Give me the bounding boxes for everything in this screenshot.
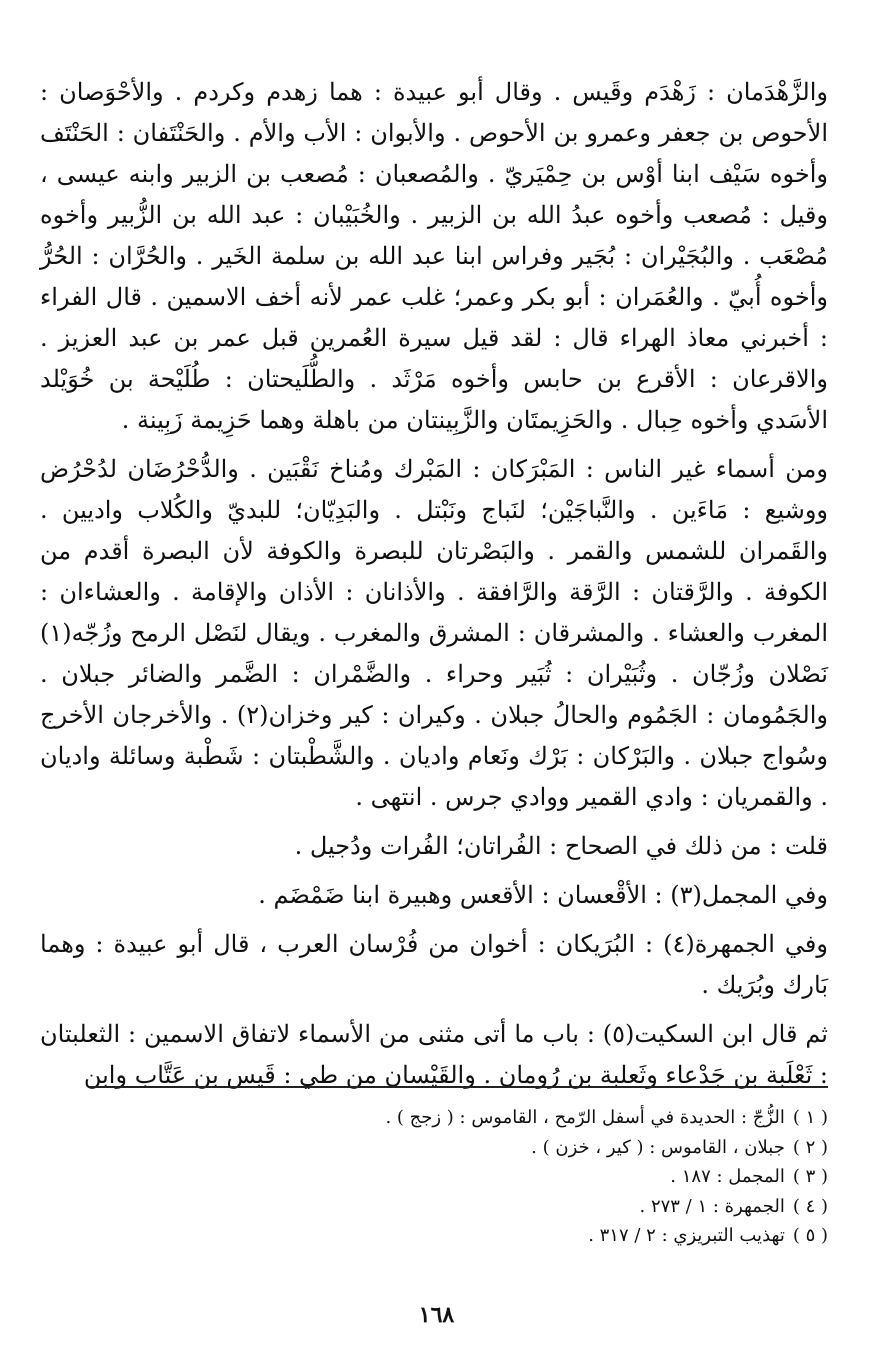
paragraph-jamhara: وفي الجمهرة(٤) : البُرَيكان : أخوان من فُرْسان العرب ، قال أبو عبيدة : وهما بَارك وبُرَيك . [40,930,828,999]
footnote-5 [90,1221,828,1251]
footnote-3 [90,1162,828,1192]
paragraph-ibn-sikkit: ثم قال ابن السكيت(٥) : باب ما أتى مثنى من الأسماء لاتفاق الاسمين : الثعلبتان : ثَعْلَبة بن جَدْعاء وثَعلبة بن رُومان . والقَيْسان من طي : قَيس بن عَتَّاب وابن [40,1020,828,1089]
footnote-number: ( ٣ ) [792,1166,828,1187]
footnote-divider [90,1086,828,1088]
footnote-text: الزُّجّ : الحديدة في أسفل الرّمح ، القاموس : ( زجج ) . [385,1107,785,1128]
footnote-4 [90,1192,828,1222]
page-number: ١٦٨ [418,1302,455,1328]
footnote-number: ( ٤ ) [792,1195,828,1217]
paragraph-mujmal: وفي المجمل(٣) : الأقْعسان : الأقعس وهبيرة ابنا ضَمْضَم . [258,881,828,909]
footnote-number: ( ٥ ) [792,1225,828,1246]
footnote-text: الجمهرة : ١ / ٢٧٣ . [639,1195,785,1217]
paragraph-dual-names-places: ومن أسماء غير الناس : المَبْرَكان : المَبْرك ومُناخ نَقْبَين . والدُّحْرُضَان لدُحْرُض ووشيع : مَاءَين . والنَّباجَيْن؛ لنَباج ونَبْتل . والبَدِيّان؛ للبديّ والكُلاب واديين . والقَمران للشمس والقمر . والبَصْرتان للبصرة والكوفة لأن البصرة أقدم من الكوفة . والرَّقتان : الرَّقة والرَّافقة . والأذانان : الأذان والإقامة . والعشاءان : المغرب والعشاء . والمشرقان : المشرق والمغرب . ويقال لنَصْل الرمح وزُجّه(١) نَصْلان وزُجّان . وثُبَيْران : ثُبَير وحراء . والضَّمْران : الضَّمر والضائر جبلان . والجَمُومان : الجَمُوم والحالُ جبلان . وكيران : كير وخزان(٢) . والأخرجان الأخرج وسُواج جبلان . والبَرْكان : بَرْك ونَعام واديان . والشَّطْبتان : شَطْبة وسائلة واديان . والقمريان : وادي القمير ووادي جرس . انتهى . [40,455,828,811]
paragraph-sihah: قلت : من ذلك في الصحاح : الفُراتان؛ الفُرات ودُجيل . [294,832,828,860]
footnote-text: تهذيب التبريزي : ٢ / ٣١٧ . [588,1225,785,1246]
footnote-text: جبلان ، القاموس : ( كير ، خزن ) . [531,1136,785,1158]
footnotes [90,1103,828,1251]
footnote-number: ( ٢ ) [792,1136,828,1158]
footnote-number: ( ١ ) [792,1107,828,1128]
paragraph-dual-names-people: والزَّهْدَمان : زَهْدَم وقَيس . وقال أبو عبيدة : هما زهدم وكردم . والأحْوَصان : الأحوص بن جعفر وعمرو بن الأحوص . والأبوان : الأب والأم . والحَنْتَفان : الحَنْتَف وأخوه سَيْف ابنا أوْس بن حِمْيَريّ . والمُصعبان : مُصعب بن الزبير وابنه عيسى ، وقيل : مُصعب وأخوه عبدُ الله بن الزبير . والخُبَيْبان : عبد الله بن الزُّبير وأخوه مُصْعَب . والبُجَيْران : بُجَير وفراس ابنا عبد الله بن سلمة الخَير . والحُرَّان : الحُرُّ وأخوه أُبيّ . والعُمَران : أبو بكر وعمر؛ غلب عمر لأنه أخف الاسمين . قال الفراء : أخبرني معاذ الهراء قال : لقد قيل سيرة العُمرين قبل عمر بن عبد العزيز . والاقرعان : الأقرع بن حابس وأخوه مَرْثَد . والطُّلَيحتان : طُلَيْحة بن خُوَيْلد الأسَدي وأخوه حِبال . والحَزِيمتَان والزَّبِينتان من باهلة وهما حَزِيمة زَبِينة . [40,78,828,434]
footnote-1 [90,1103,828,1133]
footnote-2 [90,1133,828,1163]
footnote-text: المجمل : ١٨٧ . [670,1166,785,1187]
page-body [40,72,828,1096]
